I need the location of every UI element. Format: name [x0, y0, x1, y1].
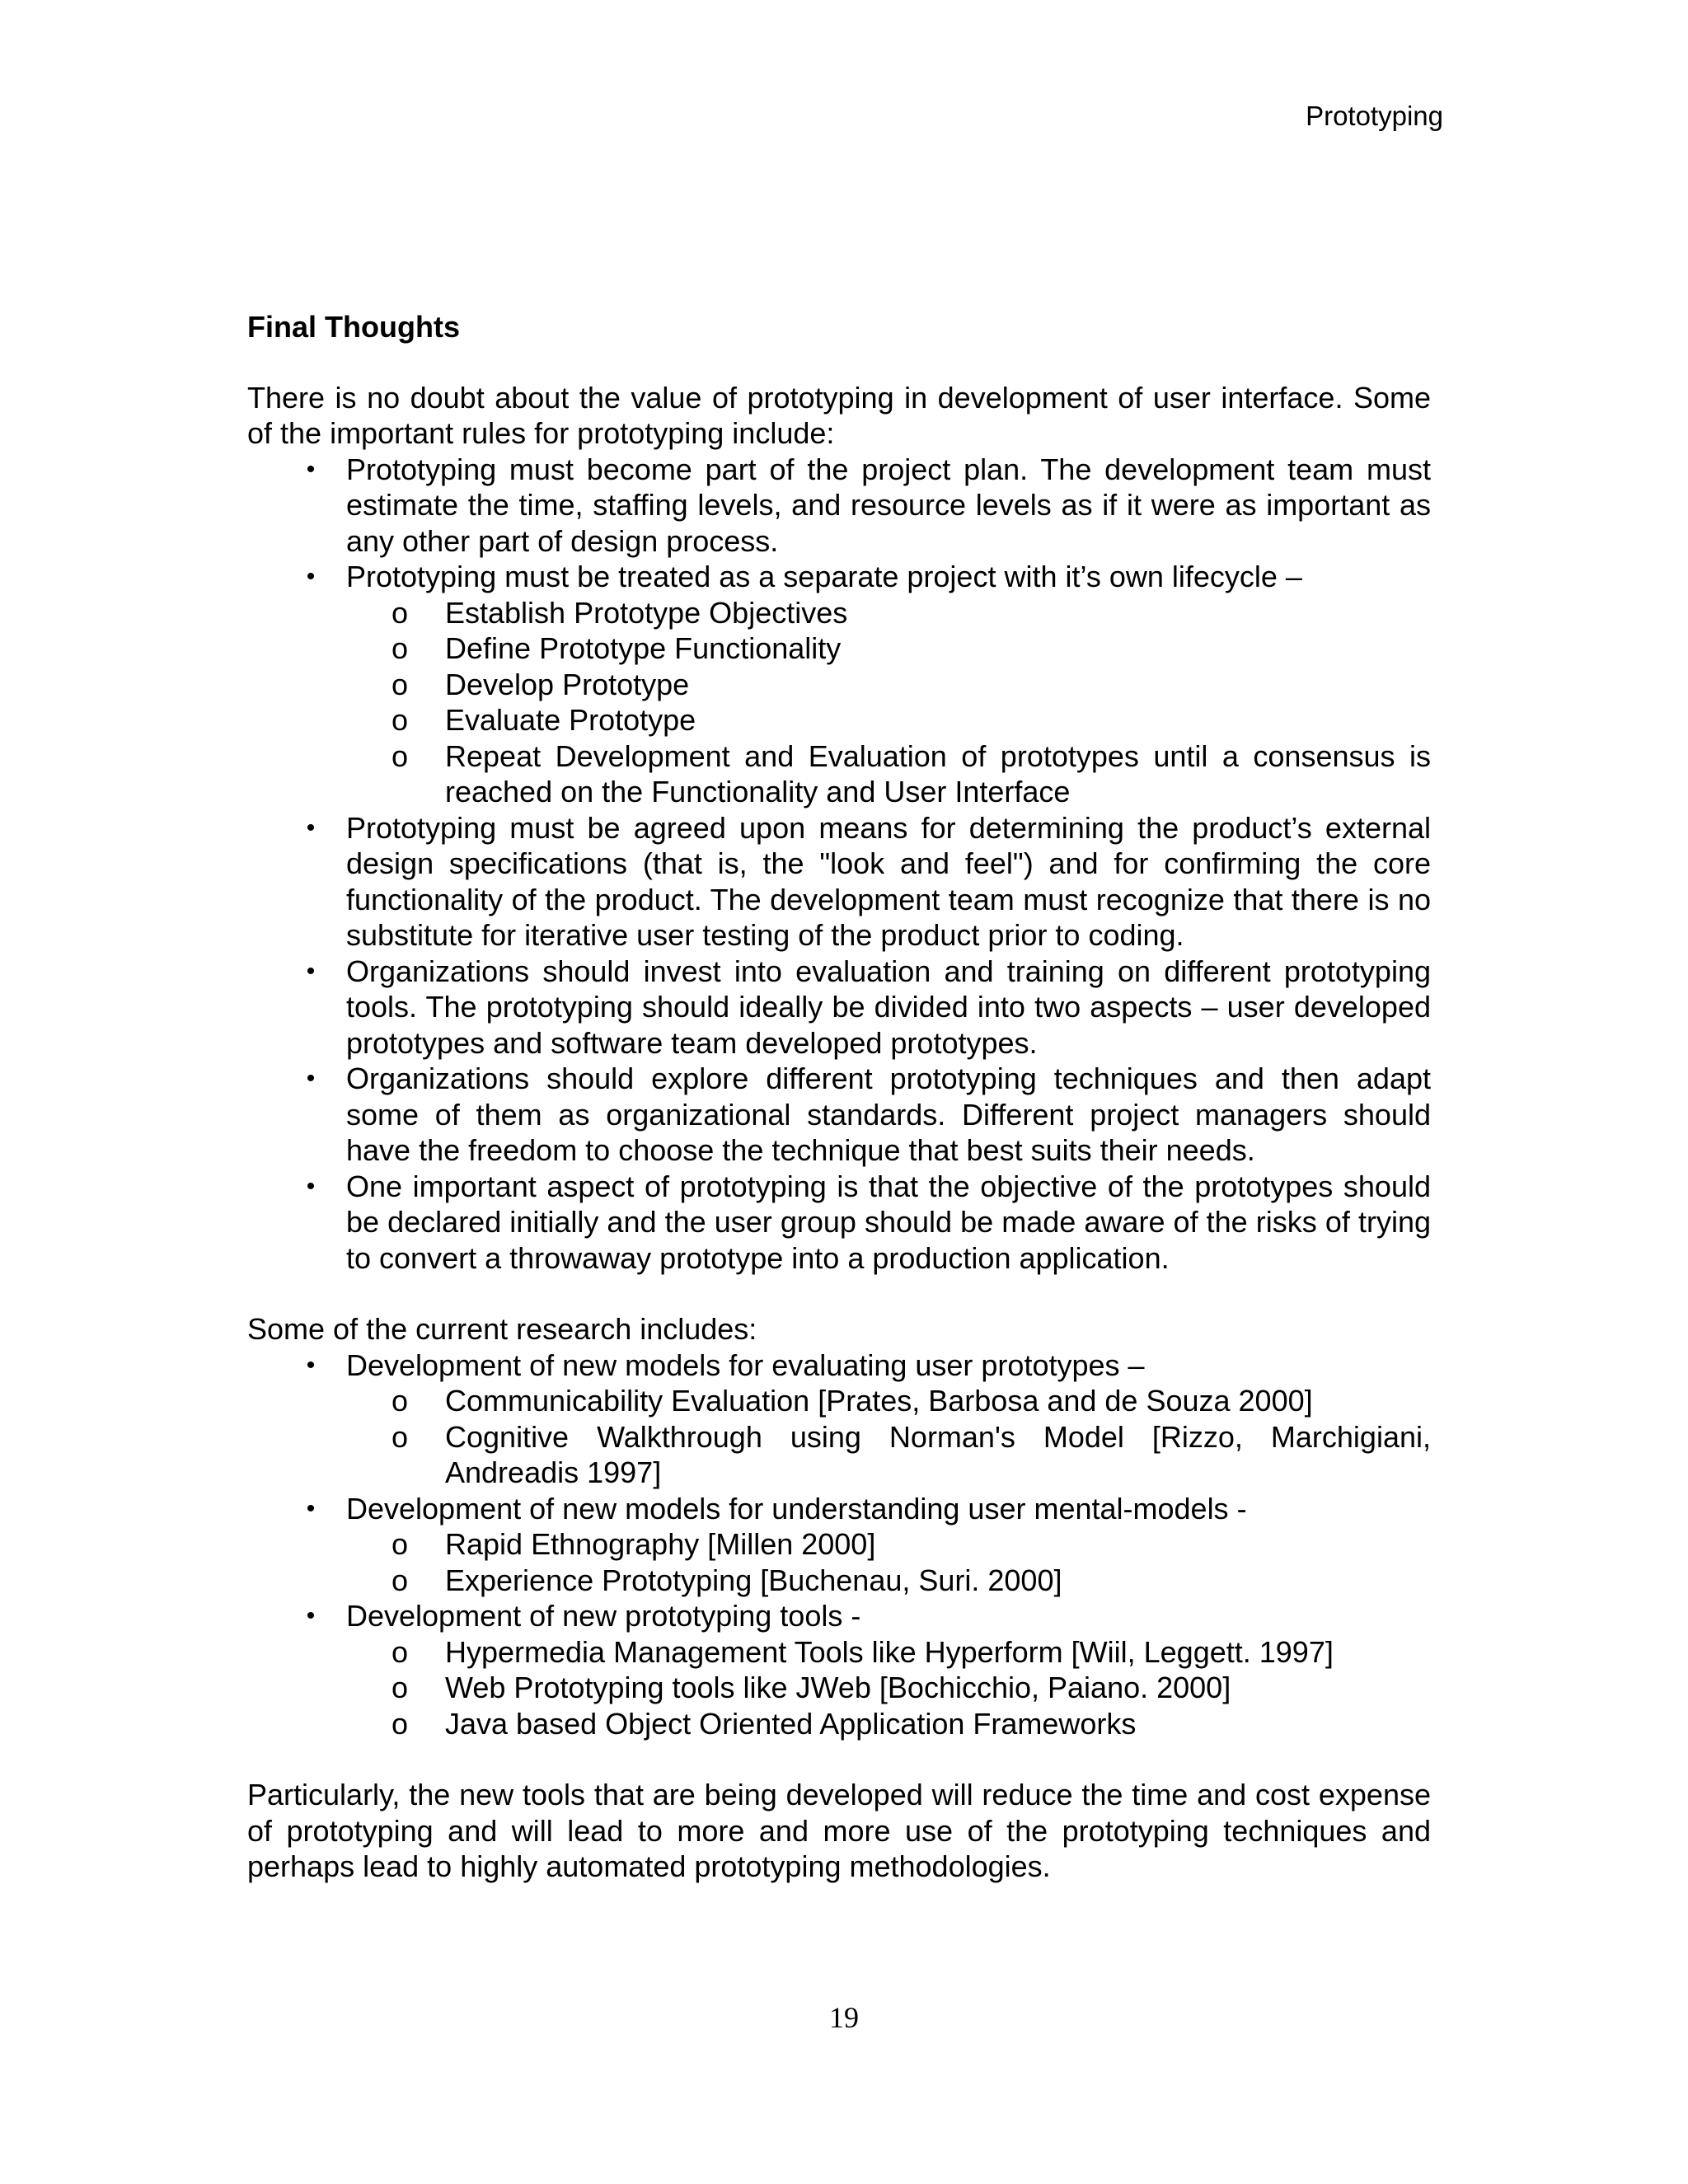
- spacer: [247, 1276, 1431, 1311]
- sub-bullet-icon: o: [391, 738, 409, 773]
- research-subitem-text: Communicability Evaluation [Prates, Barbosa and de Souza 2000]: [445, 1384, 1313, 1418]
- research-subitem-text: Hypermedia Management Tools like Hyperform [Wiil, Leggett. 1997]: [445, 1634, 1334, 1669]
- research-subitem: [247, 1383, 1431, 1419]
- lifecycle-step: [247, 595, 1431, 631]
- research-subitem: [247, 1419, 1431, 1491]
- lifecycle-step-text: Develop Prototype: [445, 667, 690, 701]
- research-subitem: [247, 1634, 1431, 1671]
- rule-text: Organizations should invest into evaluation and training on different prototyping tools. The prototyping should ideally be divided into two aspects – user developed prototypes and software team developed prototypes.: [346, 954, 1431, 1060]
- research-list: [247, 1347, 1431, 1384]
- page-number: 19: [829, 2001, 859, 2034]
- lifecycle-step: [247, 702, 1431, 738]
- sub-bullet-icon: o: [391, 1419, 409, 1454]
- rule-item: [247, 810, 1431, 954]
- sub-bullet-icon: o: [391, 1634, 409, 1669]
- research-subitem: [247, 1526, 1431, 1563]
- research-label: Development of new prototyping tools -: [346, 1599, 861, 1633]
- research-subitem-text: Experience Prototyping [Buchenau, Suri. 2000]: [445, 1563, 1062, 1597]
- lifecycle-step-text: Define Prototype Functionality: [445, 631, 842, 665]
- research-subitem-text: Cognitive Walkthrough using Norman's Model [Rizzo, Marchigiani, Andreadis 1997]: [445, 1419, 1431, 1489]
- conclusion-paragraph: Particularly, the new tools that are being developed will reduce the time and cost expense of prototyping and will lead to more and more use of the prototyping techniques and perhaps lead to highly automated prototyping methodologies.: [247, 1778, 1431, 1883]
- research-label: Development of new models for evaluating user prototypes –: [346, 1347, 1145, 1382]
- lifecycle-step-text: Evaluate Prototype: [445, 703, 696, 737]
- research-sublist: [247, 1383, 1431, 1491]
- research-subitem-text: Web Prototyping tools like JWeb [Bochicchio, Paiano. 2000]: [445, 1671, 1231, 1704]
- lifecycle-step: [247, 667, 1431, 703]
- lifecycle-step-text: Repeat Development and Evaluation of prototypes until a consensus is reached on the Functionality and User Interface: [445, 738, 1431, 808]
- running-header: Prototyping: [1306, 101, 1443, 131]
- rule-item: [247, 559, 1431, 595]
- sub-bullet-icon: o: [391, 595, 409, 630]
- bullet-icon: •: [306, 1494, 316, 1522]
- sub-bullet-icon: o: [391, 1706, 409, 1741]
- research-item: [247, 1347, 1431, 1384]
- bullet-icon: •: [306, 1602, 316, 1629]
- research-subitem-text: Rapid Ethnography [Millen 2000]: [445, 1527, 876, 1561]
- research-subitem-text: Java based Object Oriented Application Frameworks: [445, 1706, 1137, 1741]
- research-item: [247, 1598, 1431, 1634]
- research-list: [247, 1598, 1431, 1634]
- bullet-icon: •: [306, 455, 316, 483]
- bullet-icon: •: [306, 1351, 316, 1379]
- rule-text: Prototyping must be agreed upon means for determining the product’s external design specifications (that is, the "look and feel") and for confirming the core functionality of the product. The development team must recognize that there is no substitute for iterative user testing of the product prior to coding.: [346, 810, 1431, 952]
- rule-text: Prototyping must be treated as a separate project with it’s own lifecycle –: [346, 560, 1302, 593]
- research-sublist: [247, 1526, 1431, 1598]
- rule-item: [247, 452, 1431, 560]
- sub-bullet-icon: o: [391, 703, 409, 737]
- research-intro: Some of the current research includes:: [247, 1312, 757, 1346]
- research-subitem: [247, 1706, 1431, 1742]
- intro-paragraph: There is no doubt about the value of prototyping in development of user interface. Some of the important rules for prototyping include:: [247, 380, 1431, 450]
- rule-item: [247, 954, 1431, 1062]
- sub-bullet-icon: o: [391, 1671, 409, 1704]
- lifecycle-step: [247, 738, 1431, 810]
- research-list: [247, 1491, 1431, 1527]
- bullet-icon: •: [306, 563, 316, 590]
- rules-list: [247, 452, 1431, 595]
- lifecycle-step-text: Establish Prototype Objectives: [445, 595, 848, 630]
- rule-text: Prototyping must become part of the project plan. The development team must estimate the time, staffing levels, and resource levels as if it were as important as any other part of design process.: [346, 452, 1431, 558]
- lifecycle-steps-list: [247, 595, 1431, 810]
- rule-text: One important aspect of prototyping is that the objective of the prototypes should be declared initially and the user group should be made aware of the risks of trying to convert a throwaway prototype into a production application.: [346, 1169, 1431, 1275]
- lifecycle-step: [247, 630, 1431, 667]
- rule-item: [247, 1169, 1431, 1277]
- research-label: Development of new models for understanding user mental-models -: [346, 1491, 1247, 1526]
- bullet-icon: •: [306, 1172, 316, 1200]
- research-sublist: [247, 1634, 1431, 1742]
- sub-bullet-icon: o: [391, 1563, 409, 1597]
- rule-text: Organizations should explore different prototyping techniques and then adapt some of them as organizational standards. Different project managers should have the freedom to choose the technique that best suits their needs.: [346, 1062, 1431, 1167]
- research-subitem: [247, 1563, 1431, 1599]
- bullet-icon: •: [306, 813, 316, 841]
- page-content: [247, 309, 1431, 1885]
- sub-bullet-icon: o: [391, 1384, 409, 1418]
- bullet-icon: •: [306, 1065, 316, 1092]
- sub-bullet-icon: o: [391, 1527, 409, 1561]
- bullet-icon: •: [306, 957, 316, 985]
- sub-bullet-icon: o: [391, 667, 409, 701]
- spacer: [247, 1741, 1431, 1777]
- research-subitem: [247, 1670, 1431, 1706]
- sub-bullet-icon: o: [391, 631, 409, 665]
- section-heading: Final Thoughts: [247, 310, 460, 344]
- research-item: [247, 1491, 1431, 1527]
- rules-list-continued: [247, 810, 1431, 1277]
- rule-item: [247, 1061, 1431, 1169]
